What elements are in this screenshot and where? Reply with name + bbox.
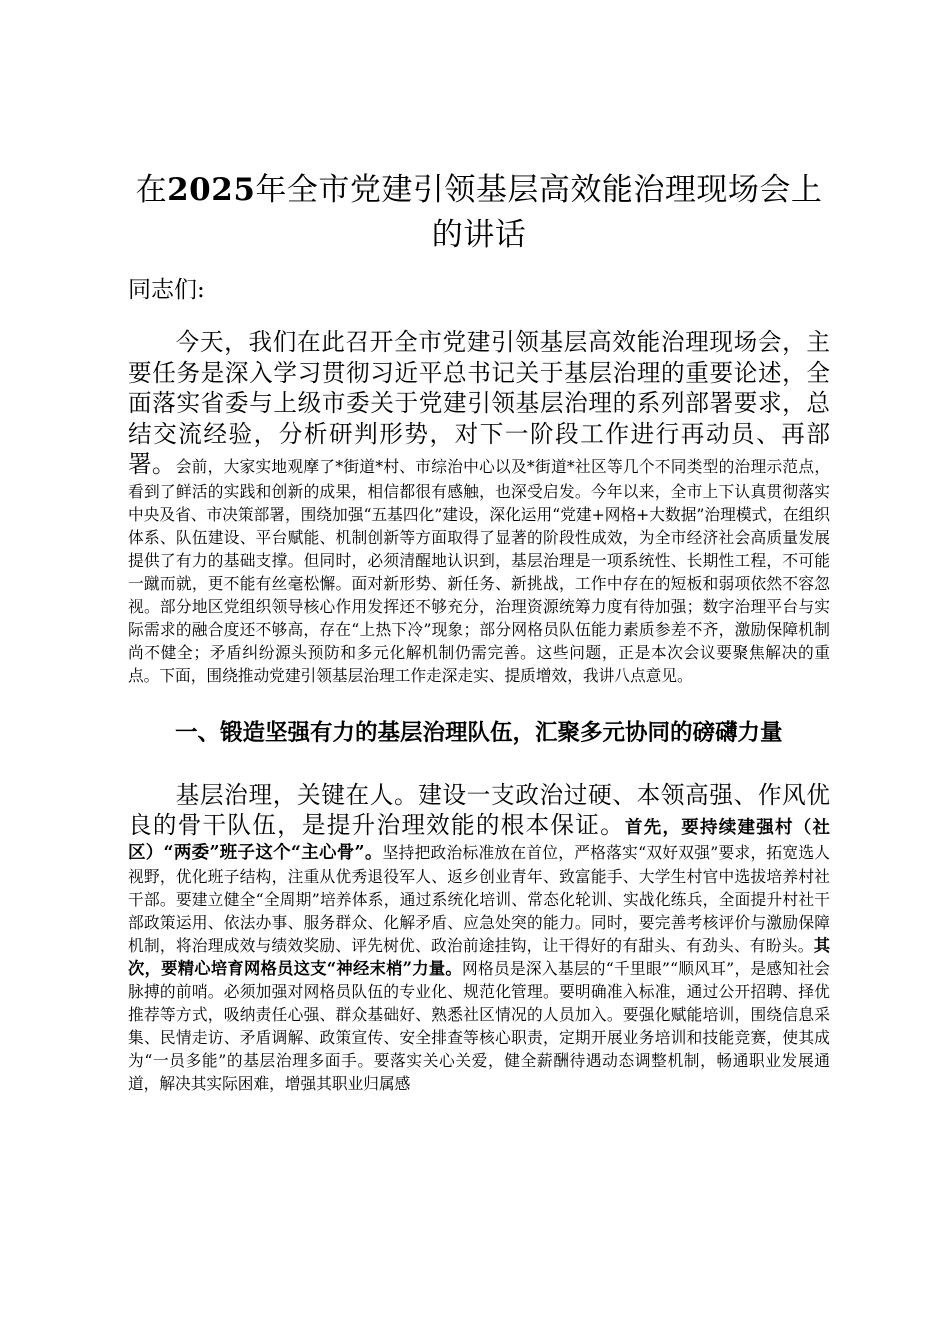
section-1-lead-1: 首先，要持续建强村（社区）“两委”班子这个“主心骨”。 (128, 818, 831, 863)
section-heading-1 (128, 717, 830, 750)
intro-large-text: 今天，我们在此召开全市党建引领基层高效能治理现场会，主要任务是深入学习贯彻习近平总书记关于基层治理的重要论述，全面落实省委与上级市委关于党建引领基层治理的系列部署要求，总结交流经验，分析研判形势，对下一阶段工作进行再动员、再部署。 (128, 328, 830, 478)
section-1-lead-2: 其次，要精心培育网格员这支“神经末梢”力量。 (128, 935, 830, 978)
title-rest: 年全市党建引领基层高效能治理现场会上的讲话 (255, 172, 823, 253)
title-year: 2025 (167, 172, 256, 208)
section-1-paragraph (128, 780, 830, 1095)
document-title (128, 168, 830, 258)
intro-small-text: 会前，大家实地观摩了*街道*村、市综治中心以及*街道*社区等几个不同类型的治理示范点，看到了鲜活的实践和创新的成果，相信都很有感触，也深受启发。今年以来，全市上下认真贯彻落实中央及省、市决策部署，围绕加强“五基四化”建设，深化运用“党建+网格+大数据”治理模式，在组织体系、队伍建设、平台赋能、机制创新等方面取得了显著的阶段性成效，为全市经济社会高质量发展提供了有力的基础支撑。但同时，必须清醒地认识到，基层治理是一项系统性、长期性工程，不可能一蹴而就，更不能有丝毫松懈。面对新形势、新任务、新挑战，工作中存在的短板和弱项依然不容忽视。部分地区党组织领导核心作用发挥还不够充分，治理资源统筹力度有待加强；数字治理平台与实际需求的融合度还不够高，存在“上热下冷”现象；部分网格员队伍能力素质参差不齐，激励保障机制尚不健全；矛盾纠纷源头预防和多元化解机制仍需完善。这些问题，正是本次会议要聚焦解决的重点。下面，围绕推动党建引领基层治理工作走深走实、提质增效，我讲八点意见。 (128, 457, 831, 685)
section-1-text-1: 坚持把政治标准放在首位，严格落实“双好双强”要求，拓宽选人视野，优化班子结构，注重从优秀退役军人、返乡创业青年、致富能手、大学生村官中选拔培养村社干部。要建立健全“全周期”培养体系，通过系统化培训、常态化轮训、实战化练兵，全面提升村社干部政策运用、依法办事、服务群众、化解矛盾、应急处突的能力。同时，要完善考核评价与激励保障机制，将治理成效与绩效奖励、评先树优、政治前途挂钩，让干得好的有甜头、有劲头、有盼头。 (128, 842, 830, 955)
section-1-text-2: 网格员是深入基层的“千里眼”“顺风耳”，是感知社会脉搏的前哨。必须加强对网格员队伍的专业化、规范化管理。要明确准入标准，通过公开招聘、择优推荐等方式，吸纳责任心强、群众基础好、熟悉社区情况的人员加入。要强化赋能培训，围绕信息采集、民情走访、矛盾调解、政策宣传、安全排查等核心职责，定期开展业务培训和技能竞赛，使其成为“一员多能”的基层治理多面手。要落实关心关爱，健全薪酬待遇动态调整机制，畅通职业发展通道，解决其实际困难，增强其职业归属感 (128, 958, 830, 1093)
document-page (128, 168, 830, 1095)
salutation: 同志们: (128, 277, 205, 303)
section-1-large-text: 基层治理，关键在人。建设一支政治过硬、本领高强、作风优良的骨干队伍，是提升治理效能的根本保证。 (128, 780, 830, 839)
section-heading-1-text: 一、锻造坚强有力的基层治理队伍，汇聚多元协同的磅礴力量 (175, 719, 783, 746)
title-prefix: 在 (135, 172, 168, 208)
intro-paragraph (128, 327, 830, 687)
